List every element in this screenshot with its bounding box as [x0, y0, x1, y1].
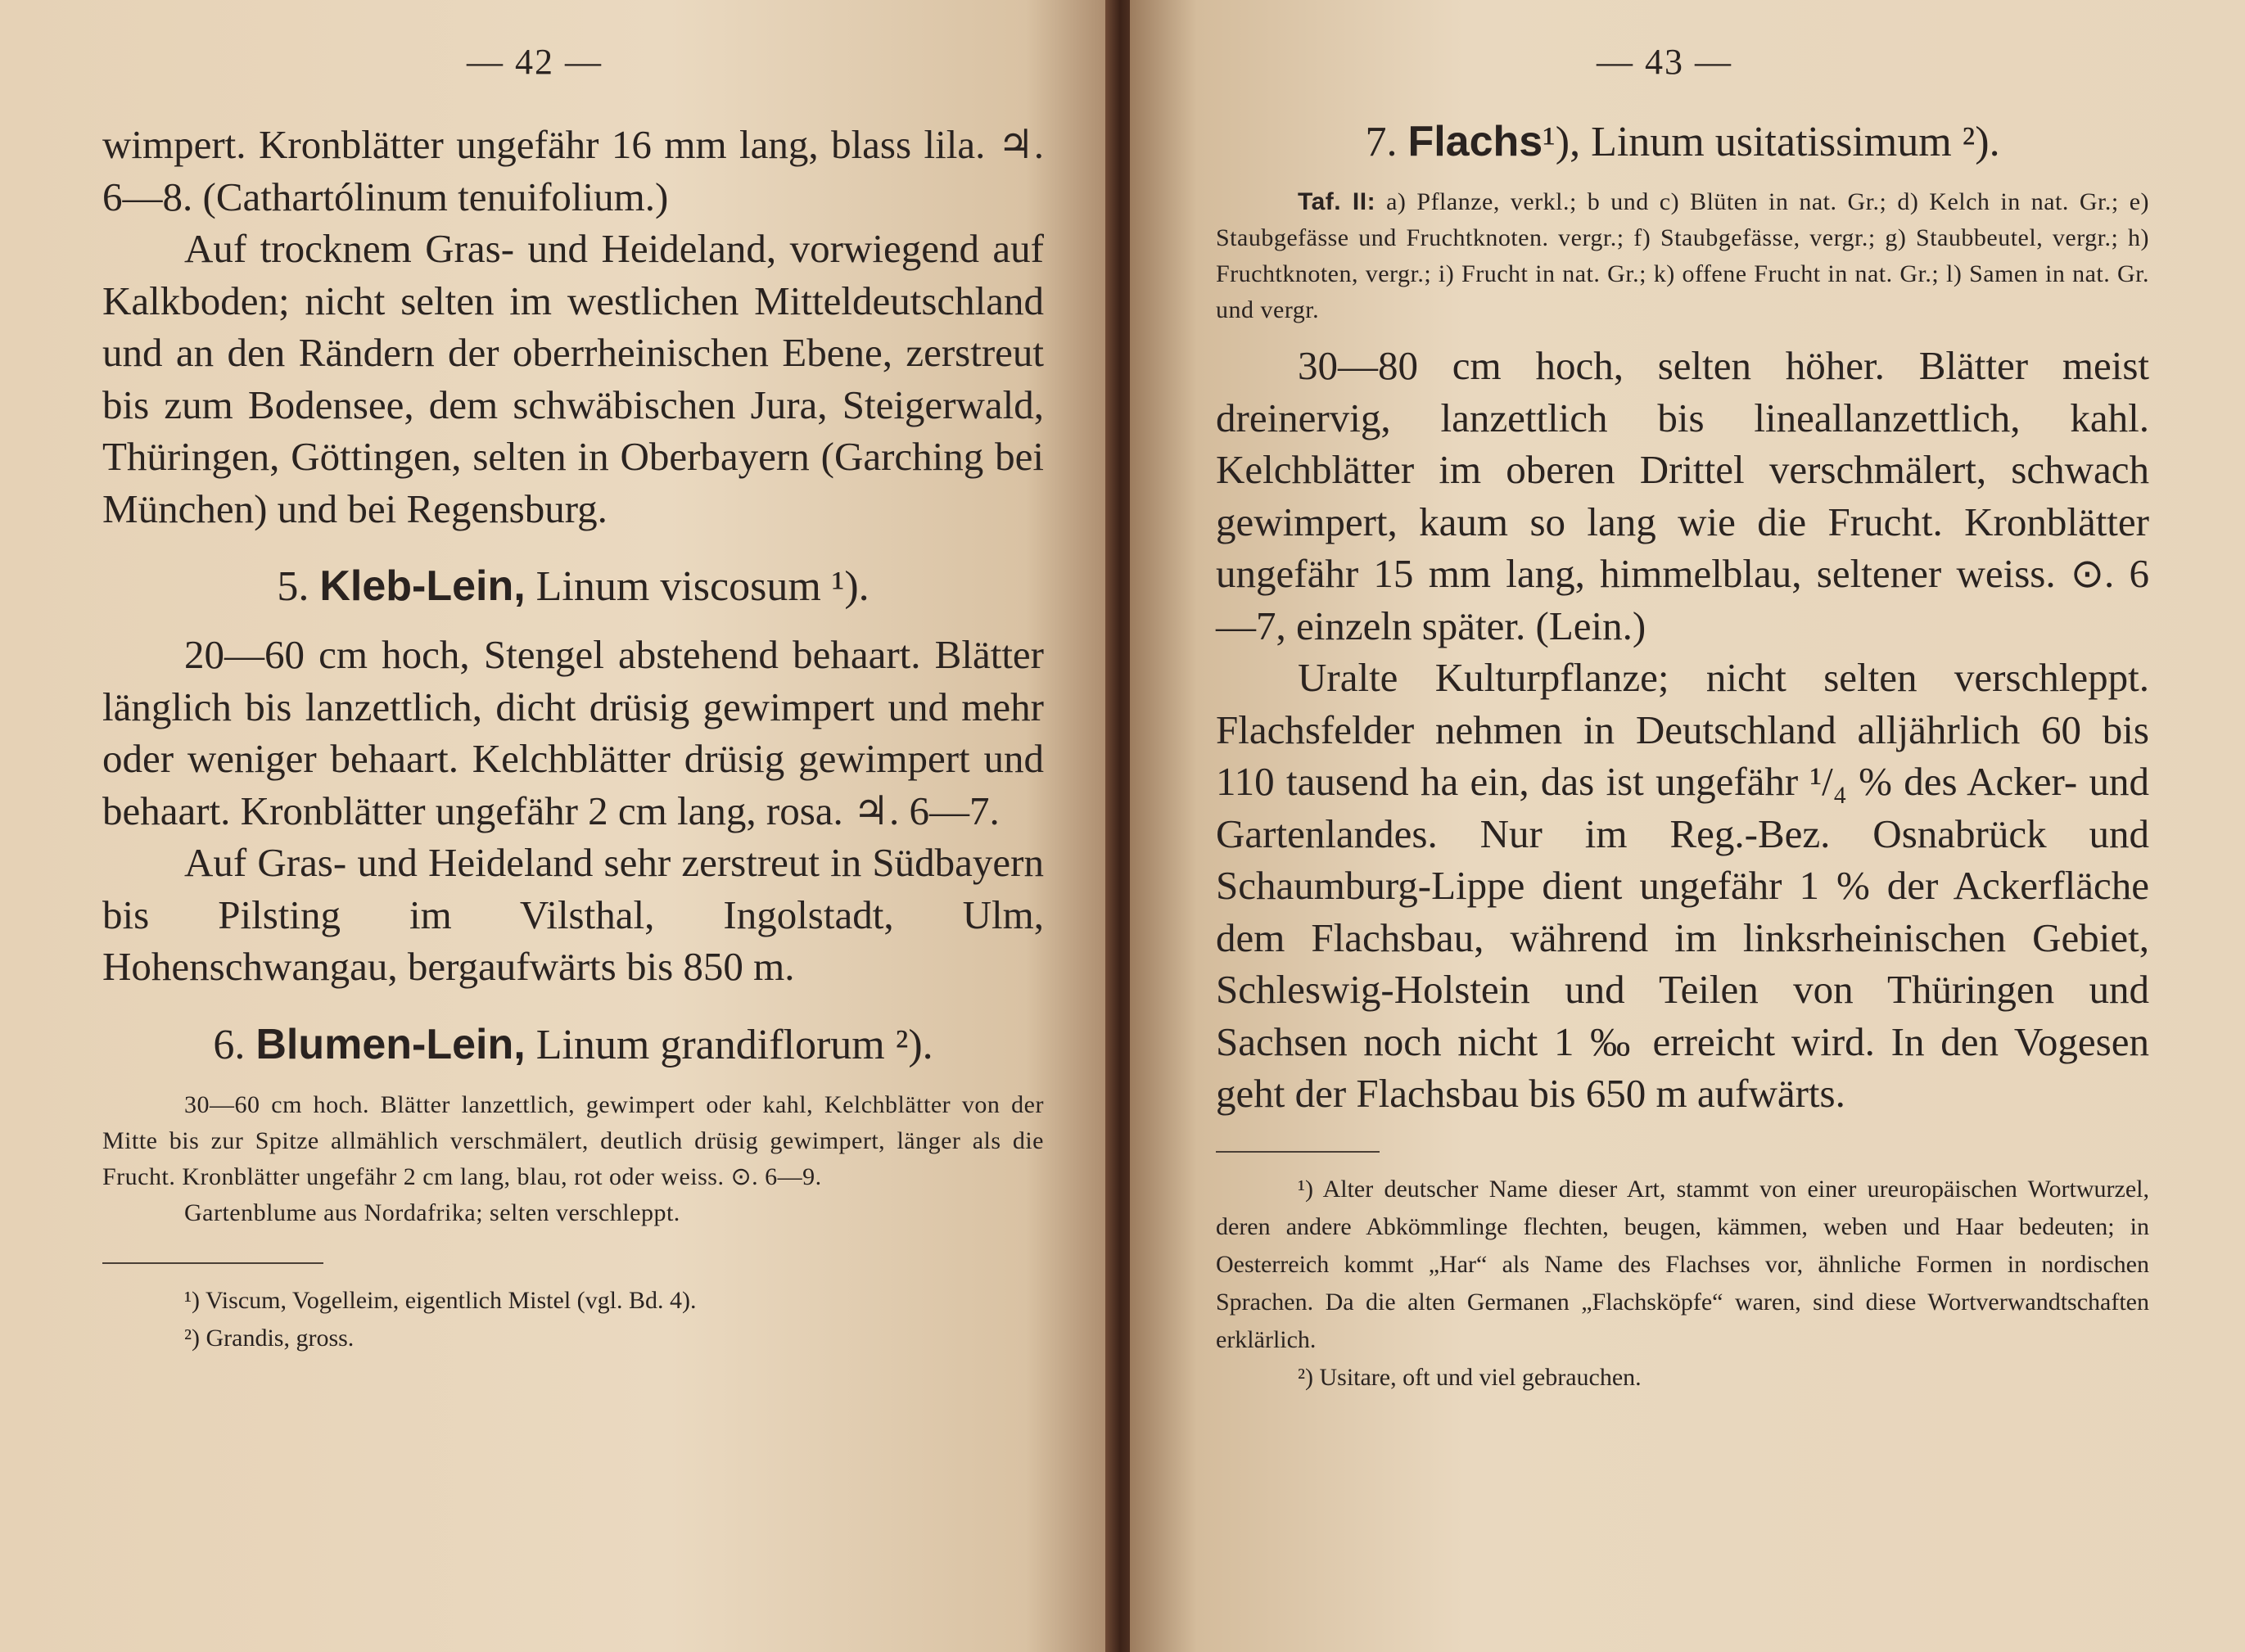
plate-reference — [1216, 184, 2149, 328]
heading-latin-name: Linum viscosum ¹). — [535, 563, 870, 610]
species-heading-flachs — [1216, 115, 2149, 169]
right-paragraph-1: 30—80 cm hoch, selten höher. Blätter meist dreinervig, lanzettlich bis lineallanzettlich, kahl. Kelchblätter im oberen Drittel verschmälert, schwach gewimpert, kaum so lang wie die Frucht. Kronblätter ungefähr 15 mm lang, himmelblau, seltener weiss. ⊙. 6—7, einzeln später. (Lein.) — [1216, 343, 2149, 648]
footnote-2: ²) Usitare, oft und viel gebrauchen. — [1298, 1363, 1642, 1391]
page-number-right: — 43 — — [1597, 42, 1732, 82]
plate-label: Taf. II: — [1298, 188, 1376, 215]
plate-description: a) Pflanze, verkl.; b und c) Blüten in nat. Gr.; d) Kelch in nat. Gr.; e) Staubgefässe und Fruchtknoten. vergr.; f) Staubgefässe, vergr.; g) Staubbeutel, vergr.; h) Fruchtknoten, vergr.; i) Frucht in nat. Gr.; k) offene Frucht in nat. Gr.; l) Samen in nat. Gr. und vergr. — [1216, 188, 2150, 323]
species-heading-blumen-lein — [102, 1018, 1044, 1072]
heading-common-name: Flachs — [1407, 118, 1543, 165]
left-small-paragraph-2: Gartenblume aus Nordafrika; selten verschleppt. — [184, 1198, 680, 1226]
left-page — [0, 0, 1115, 1652]
footnote-divider — [1216, 1151, 1380, 1153]
heading-latin-name: Linum grandiflorum ²). — [535, 1021, 933, 1068]
footnote-2: ²) Grandis, gross. — [184, 1324, 355, 1352]
footnote-1: ¹) Viscum, Vogelleim, eigentlich Mistel (vgl. Bd. 4). — [184, 1286, 697, 1314]
heading-number: 6. — [213, 1021, 246, 1068]
left-small-paragraph-1: 30—60 cm hoch. Blätter lanzettlich, gewimpert oder kahl, Kelchblätter von der Mitte bis zur Spitze allmählich verschmälert, deutlich drüsig gewimpert, länger als die Frucht. Kronblätter ungefähr 2 cm lang, blau, rot oder weiss. ⊙. 6—9. — [102, 1090, 1044, 1190]
heading-number: 7. — [1365, 119, 1398, 165]
right-page — [1130, 0, 2245, 1652]
heading-common-name: Blumen-Lein, — [255, 1020, 526, 1068]
footnote-divider — [102, 1262, 323, 1264]
right-paragraph-2: Uralte Kulturpflanze; nicht selten verschleppt. Flachsfelder nehmen in Deutschland alljährlich 60 bis 110 tausend ha ein, das ist ungefähr ¹/₄ % des Acker- und Gartenlandes. Nur im Reg.-Bez. Osnabrück und Schaumburg-Lippe dient ungefähr 1 % der Ackerfläche dem Flachsbau, während im linksrheinischen Gebiet, Schleswig-Holstein und Teilen von Thüringen und Sachsen noch nicht 1 ‰ erreicht wird. In den Vogesen geht der Flachsbau bis 650 m aufwärts. — [1216, 655, 2149, 1116]
species-heading-kleb-lein — [102, 559, 1044, 614]
footnote-1: ¹) Alter deutscher Name dieser Art, stammt von einer ureuropäischen Wortwurzel, deren andere Abkömmlinge flechten, beugen, kämmen, weben und Haar bedeuten; in Oesterreich kommt „Har“ als Name des Flachses vor, ähnliche Formen in nordischen Sprachen. Da die alten Germanen „Flachsköpfe“ waren, sind diese Wortverwandtschaften erklärlich. — [1216, 1175, 2149, 1353]
left-page-body — [102, 119, 1044, 1357]
left-paragraph-1: wimpert. Kronblätter ungefähr 16 mm lang, blass lila. ♃. 6—8. (Cathartólinum tenuifolium.) — [102, 122, 1044, 219]
left-paragraph-3: 20—60 cm hoch, Stengel abstehend behaart. Blätter länglich bis lanzettlich, dicht drüsig gewimpert und mehr oder weniger behaart. Kelchblätter drüsig gewimpert und behaart. Kronblätter ungefähr 2 cm lang, rosa. ♃. 6—7. — [102, 632, 1044, 833]
heading-latin-name: Linum usitatissimum ²). — [1591, 119, 2000, 165]
heading-number: 5. — [277, 563, 309, 610]
right-page-body — [1216, 115, 2149, 1397]
heading-common-name: Kleb-Lein, — [319, 562, 526, 610]
left-paragraph-4: Auf Gras- und Heideland sehr zerstreut in Südbayern bis Pilsting im Vilsthal, Ingolstadt, Ulm, Hohenschwangau, bergaufwärts bis 850 m. — [102, 840, 1044, 989]
page-number-left: — 42 — — [467, 42, 603, 82]
heading-footnote-ref: ¹), — [1543, 119, 1581, 165]
left-paragraph-2: Auf trocknem Gras- und Heideland, vorwiegend auf Kalkboden; nicht selten im westlichen Mitteldeutschland und an den Rändern der oberrheinischen Ebene, zerstreut bis zum Bodensee, dem schwäbischen Jura, Steigerwald, Thüringen, Göttingen, selten in Oberbayern (Garching bei München) und bei Regensburg. — [102, 226, 1044, 531]
